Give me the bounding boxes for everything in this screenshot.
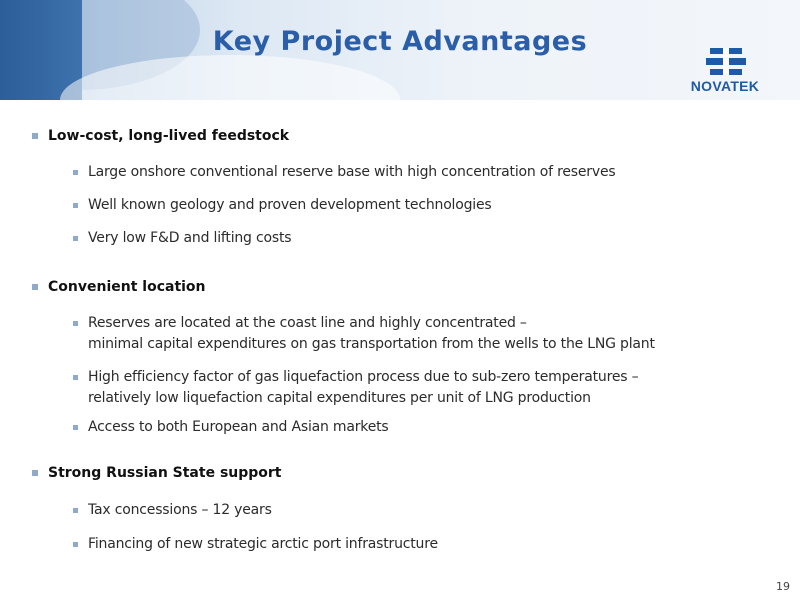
bullet-icon [73, 321, 78, 326]
list-item: Reserves are located at the coast line and highly concentrated – minimal capital expenditures on gas transportation from the wells to the LNG plant [88, 315, 655, 352]
section-heading: Low-cost, long-lived feedstock [48, 128, 290, 144]
bullet-icon [73, 508, 78, 513]
list-item: Well known geology and proven development technologies [88, 197, 492, 213]
page-number: 19 [776, 580, 790, 593]
list-item: Financing of new strategic arctic port infrastructure [88, 536, 438, 552]
section-heading: Strong Russian State support [48, 465, 282, 481]
bullet-icon [73, 203, 78, 208]
bullet-icon [73, 236, 78, 241]
bullet-icon [73, 170, 78, 175]
list-item: Large onshore conventional reserve base with high concentration of reserves [88, 164, 616, 180]
novatek-logo-text: NOVATEK [690, 78, 760, 94]
bullet-icon [73, 542, 78, 547]
list-item: Access to both European and Asian markets [88, 419, 389, 435]
bullet-icon [32, 470, 38, 476]
bullet-icon [73, 375, 78, 380]
bullet-icon [32, 133, 38, 139]
slide-title: Key Project Advantages [212, 26, 588, 57]
list-item: Very low F&D and lifting costs [88, 230, 292, 246]
bullet-icon [73, 425, 78, 430]
list-item: Tax concessions – 12 years [88, 502, 272, 518]
section-heading: Convenient location [48, 279, 206, 295]
list-item: High efficiency factor of gas liquefaction process due to sub-zero temperatures – relatively low liquefaction capital expenditures per unit of LNG production [88, 369, 639, 406]
bullet-icon [32, 284, 38, 290]
